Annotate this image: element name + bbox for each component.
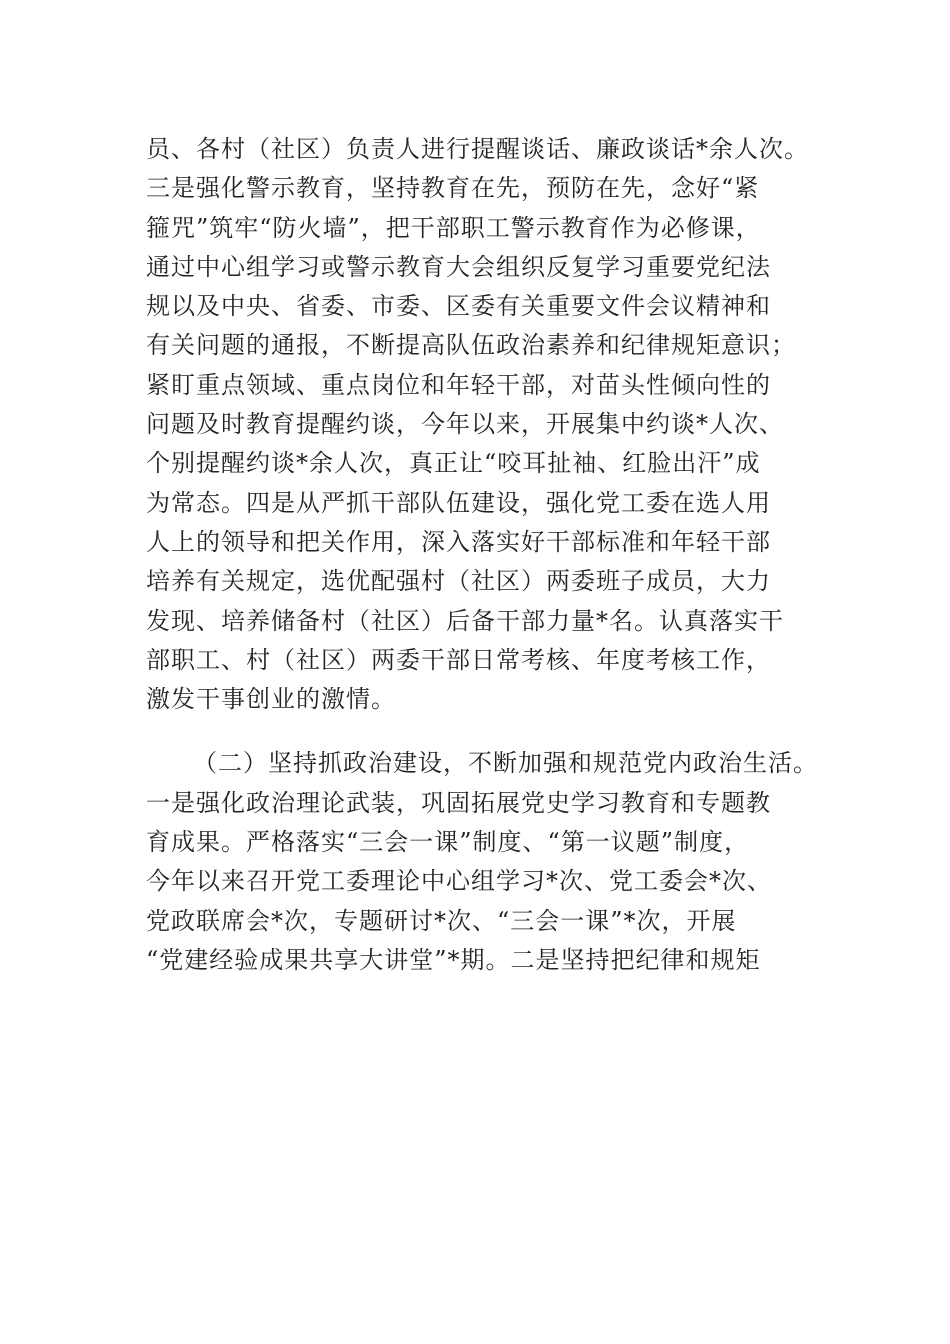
paragraph-2 xyxy=(146,744,846,980)
document-body xyxy=(146,130,846,980)
paragraph-spacing xyxy=(146,719,846,744)
text-line: 有关问题的通报，不断提高队伍政治素养和纪律规矩意识； xyxy=(146,331,796,360)
text-line: 一是强化政治理论武装，巩固拓展党史学习教育和专题教 xyxy=(146,788,771,817)
text-line: 规以及中央、省委、市委、区委有关重要文件会议精神和 xyxy=(146,292,771,321)
text-line: 育成果。严格落实“三会一课”制度、“第一议题”制度， xyxy=(146,828,750,857)
text-line: 发现、培养储备村（社区）后备干部力量*名。认真落实干 xyxy=(146,606,784,635)
text-line: 今年以来召开党工委理论中心组学习*次、党工委会*次、 xyxy=(146,867,772,896)
text-line: 问题及时教育提醒约谈，今年以来，开展集中约谈*人次、 xyxy=(146,410,784,439)
text-line: 个别提醒约谈*余人次，真正让“咬耳扯袖、红脸出汗”成 xyxy=(146,449,761,478)
text-line: 箍咒”筑牢“防火墙”，把干部职工警示教育作为必修课， xyxy=(146,213,761,242)
text-line: 激发干事创业的激情。 xyxy=(146,685,396,714)
text-line: 人上的领导和把关作用，深入落实好干部标准和年轻干部 xyxy=(146,527,771,556)
text-line: 培养有关规定，选优配强村（社区）两委班子成员，大力 xyxy=(146,567,771,596)
text-line: 通过中心组学习或警示教育大会组织反复学习重要党纪法 xyxy=(146,252,771,281)
text-line: 三是强化警示教育，坚持教育在先，预防在先，念好“紧 xyxy=(146,174,760,203)
text-line: 员、各村（社区）负责人进行提醒谈话、廉政谈话*余人次。 xyxy=(146,135,809,163)
text-line: 为常态。四是从严抓干部队伍建设，强化党工委在选人用 xyxy=(146,488,771,517)
text-line: 紧盯重点领域、重点岗位和年轻干部，对苗头性倾向性的 xyxy=(146,370,771,399)
text-line: 党政联席会*次，专题研讨*次、“三会一课”*次，开展 xyxy=(146,906,737,935)
section-heading-line: （二）坚持抓政治建设，不断加强和规范党内政治生活。 xyxy=(193,749,818,778)
paragraph-1 xyxy=(146,130,846,719)
text-line: 部职工、村（社区）两委干部日常考核、年度考核工作， xyxy=(146,645,771,674)
text-line: “党建经验成果共享大讲堂”*期。二是坚持把纪律和规矩 xyxy=(146,945,761,974)
